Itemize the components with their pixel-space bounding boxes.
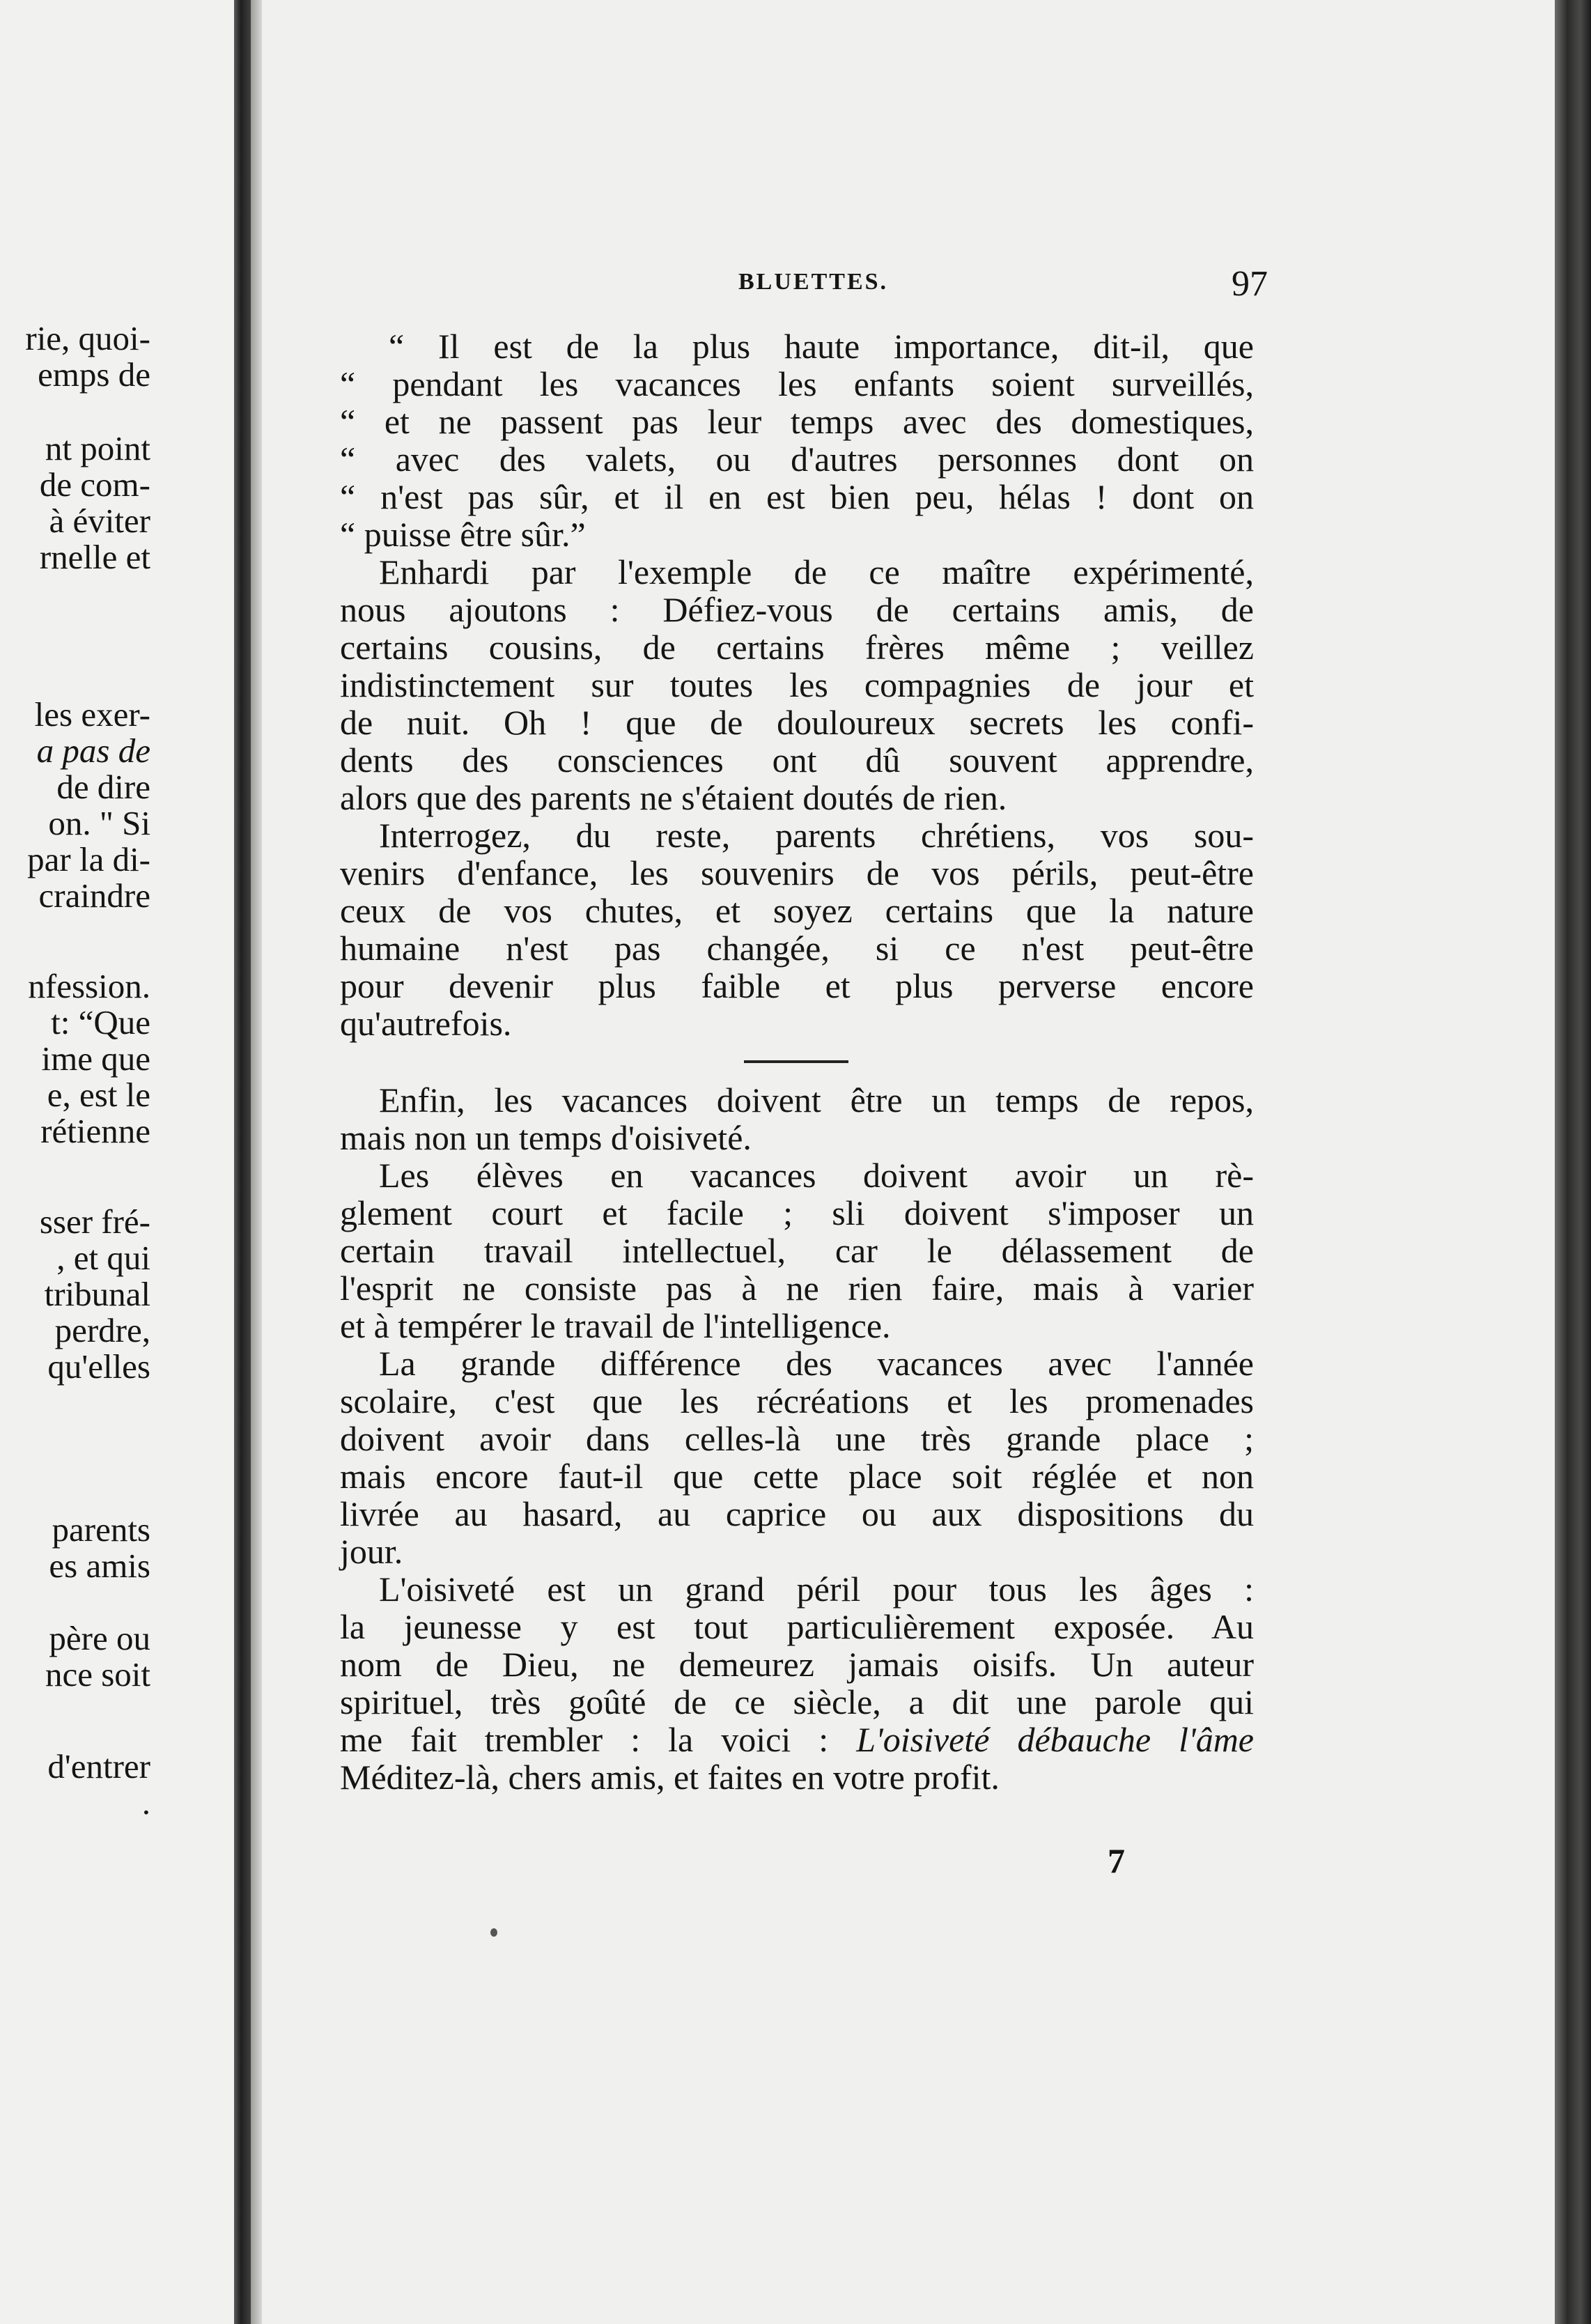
text-line: “ puisse être sûr.”: [340, 515, 586, 554]
text-line: Interrogez, du reste, parents chrétiens, vos sou-: [379, 816, 1254, 855]
text-line: “ Il est de la plus haute importance, dit-il, que: [389, 327, 1254, 366]
text-line: Les élèves en vacances doivent avoir un rè-: [379, 1156, 1254, 1195]
text-line: “ n'est pas sûr, et il en est bien peu, hélas ! dont on: [340, 477, 1254, 516]
facing-page-line: rétienne: [40, 1112, 150, 1150]
facing-page-line: e, est le: [47, 1076, 150, 1114]
facing-page-left: [0, 0, 234, 2324]
facing-page-line: .: [141, 1783, 150, 1822]
facing-page-line: craindre: [38, 876, 150, 915]
text-line: nom de Dieu, ne demeurez jamais oisifs. Un auteur: [340, 1645, 1254, 1684]
text-line: l'esprit ne consiste pas à ne rien faire, mais à varier: [340, 1269, 1254, 1308]
facing-page-line: es amis: [49, 1547, 150, 1585]
paragraph-enfin: [340, 1081, 1254, 1156]
paragraph-quote: [340, 327, 1254, 553]
text-line: ceux de vos chutes, et soyez certains que la nature: [340, 891, 1254, 930]
facing-page-line: d'entrer: [47, 1747, 150, 1785]
paragraph-enhardi: [340, 553, 1254, 816]
facing-page-line: à éviter: [49, 502, 150, 540]
text-line: nous ajoutons : Défiez-vous de certains amis, de: [340, 590, 1254, 629]
book-gutter: [234, 0, 251, 2324]
text-line: humaine n'est pas changée, si ce n'est peut-être: [340, 929, 1254, 968]
facing-page-line: emps de: [38, 355, 150, 394]
text-line: scolaire, c'est que les récréations et les promenades: [340, 1381, 1254, 1420]
text-line: de nuit. Oh ! que de douloureux secrets les confi-: [340, 703, 1254, 742]
paragraph-eleves: [340, 1156, 1254, 1345]
facing-page-line: de dire: [56, 768, 150, 806]
paragraph-difference: [340, 1345, 1254, 1570]
text-line: livrée au hasard, au caprice ou aux dispositions du: [340, 1494, 1254, 1533]
facing-page-line: parents: [52, 1510, 150, 1549]
text-line: Enfin, les vacances doivent être un temps de repos,: [379, 1080, 1254, 1120]
text-line: et à tempérer le travail de l'intelligence.: [340, 1306, 891, 1345]
text-line: mais encore faut-il que cette place soit réglée et non: [340, 1457, 1254, 1496]
text-line: la jeunesse y est tout particulièrement exposée. Au: [340, 1607, 1254, 1646]
facing-page-line: tribunal: [44, 1275, 150, 1313]
gutter-shadow: [251, 0, 262, 2324]
citation-lead: me fait trembler : la voici :: [340, 1720, 829, 1759]
text-line: spirituel, très goûté de ce siècle, a dit une parole qui: [340, 1682, 1254, 1721]
signature-mark: 7: [1108, 1841, 1125, 1880]
facing-page-line: nce soit: [45, 1655, 150, 1694]
citation-italic: L'oisiveté débauche l'âme: [856, 1720, 1254, 1759]
facing-page-line: rnelle et: [39, 538, 150, 576]
facing-page-line: on. " Si: [48, 804, 150, 842]
facing-page-line: ime que: [41, 1039, 150, 1078]
text-line: “ pendant les vacances les enfants soient surveillés,: [340, 364, 1254, 403]
facing-page-line: les exer-: [34, 695, 150, 734]
text-line: Enhardi par l'exemple de ce maître expérimenté,: [379, 552, 1254, 591]
facing-page-line: sser fré-: [39, 1202, 150, 1241]
text-line: dents des consciences ont dû souvent apprendre,: [340, 741, 1254, 780]
facing-page-line: rie, quoi-: [25, 319, 150, 357]
text-line: “ avec des valets, ou d'autres personnes dont on: [340, 440, 1254, 479]
text-line: venirs d'enfance, les souvenirs de vos périls, peut-être: [340, 853, 1254, 892]
page-edge-shadow: [1555, 0, 1591, 2324]
facing-page-line: qu'elles: [47, 1347, 150, 1386]
text-line: certains cousins, de certains frères même ; veillez: [340, 628, 1254, 667]
text-line: indistinctement sur toutes les compagnies de jour et: [340, 665, 1254, 704]
text-line: mais non un temps d'oisiveté.: [340, 1118, 752, 1157]
text-line: Méditez-là, chers amis, et faites en votre profit.: [340, 1758, 1000, 1797]
facing-page-line: perdre,: [54, 1311, 150, 1349]
facing-page-line: t: “Que: [51, 1003, 150, 1041]
page-header: [738, 263, 1268, 305]
text-line-with-citation: [340, 1721, 1254, 1758]
facing-page-line: par la di-: [27, 840, 150, 878]
text-line: pour devenir plus faible et plus perverse encore: [340, 966, 1254, 1005]
text-line: glement court et facile ; sli doivent s'imposer un: [340, 1193, 1254, 1232]
text-line: La grande différence des vacances avec l'année: [379, 1344, 1254, 1383]
text-line: “ et ne passent pas leur temps avec des domestiques,: [340, 402, 1254, 441]
text-line: alors que des parents ne s'étaient doutés de rien.: [340, 778, 1007, 817]
body-text: [340, 327, 1254, 1796]
facing-page-line: père ou: [49, 1619, 150, 1657]
section-divider: [744, 1060, 848, 1063]
text-line: qu'autrefois.: [340, 1004, 512, 1043]
facing-page-line: nt point: [45, 429, 150, 467]
text-line: doivent avoir dans celles-là une très grande place ;: [340, 1419, 1254, 1458]
text-line: L'oisiveté est un grand péril pour tous les âges :: [379, 1570, 1254, 1609]
text-line: jour.: [340, 1532, 403, 1571]
facing-page-line: , et qui: [56, 1239, 150, 1277]
paragraph-interrogez: [340, 816, 1254, 1042]
paragraph-oisivete: [340, 1570, 1254, 1796]
paper-speck: [490, 1928, 497, 1937]
facing-page-line: de com-: [39, 465, 150, 504]
page-number: 97: [1232, 264, 1268, 304]
facing-page-line: a pas de: [36, 731, 150, 770]
running-title: BLUETTES.: [738, 269, 889, 295]
text-line: certain travail intellectuel, car le délassement de: [340, 1231, 1254, 1270]
facing-page-line: nfession.: [28, 967, 150, 1005]
